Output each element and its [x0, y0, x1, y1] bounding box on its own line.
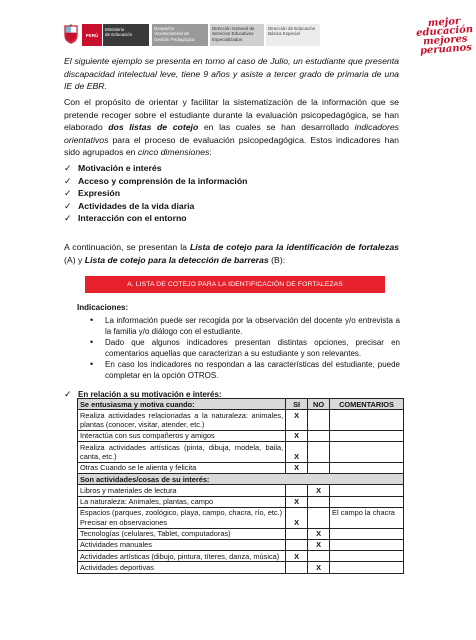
table-row: [78, 430, 404, 441]
purpose-paragraph: [64, 96, 399, 159]
list-item-label: Expresión: [78, 188, 121, 199]
no-cell[interactable]: [308, 507, 330, 528]
comment-cell[interactable]: [330, 562, 404, 573]
peru-logo: PERÚ: [82, 24, 102, 46]
list-item-label: Motivación e interés: [78, 163, 162, 173]
no-cell[interactable]: [308, 442, 330, 463]
table-subheader-row: [78, 474, 404, 485]
indications-title: Indicaciones:: [77, 303, 129, 312]
emphasis-text: Lista de cotejo para la detección de barreras: [84, 254, 269, 265]
activity-cell: Espacios (parques, zoológico, playa, campo, chacra, río, etc.) Precisar en observaciones: [78, 507, 286, 528]
si-cell[interactable]: X: [286, 462, 308, 473]
comment-cell[interactable]: [330, 528, 404, 539]
comment-cell[interactable]: [330, 539, 404, 550]
table-row: [78, 462, 404, 473]
table-row: [78, 507, 404, 528]
header-no: NO: [308, 399, 330, 410]
bullet-icon: •: [90, 315, 94, 325]
coat-of-arms-icon: [63, 24, 79, 44]
comment-cell[interactable]: [330, 430, 404, 441]
indications-list: [90, 315, 400, 381]
list-item: [64, 200, 247, 213]
general-direction-label: Dirección General de Servicios Educativos Especializados: [210, 24, 264, 46]
text-run: :: [209, 147, 212, 158]
comment-cell[interactable]: [330, 410, 404, 431]
list-item-label: Dado que algunos indicadores presentan distintas opciones, precisar en comentarios aquellas que caracterizan a su estudiante y son relevantes.: [105, 338, 400, 358]
si-cell[interactable]: X: [286, 410, 308, 431]
list-item-label: Acceso y comprensión de la información: [78, 175, 248, 186]
activity-cell: Otras Cuando se le alienta y felicita: [78, 462, 286, 473]
comment-cell[interactable]: [330, 496, 404, 507]
slogan-logo: mejor educación mejores peruanos: [415, 15, 474, 57]
comment-cell[interactable]: El campo la chacra: [330, 507, 404, 528]
si-cell[interactable]: [286, 539, 308, 550]
text-run: Con el propósito de orientar y facilitar la sistematización de la información que se pretende recoger sobre el estudiante durante la evaluación psicopedagógica, se han elaborado: [64, 97, 399, 133]
text-run: (B):: [268, 254, 286, 265]
si-cell[interactable]: [286, 485, 308, 496]
dimensions-list: [64, 162, 247, 225]
list-item: [90, 315, 400, 337]
comment-cell[interactable]: [330, 442, 404, 463]
comment-cell[interactable]: [330, 462, 404, 473]
text-run: (A) y: [64, 254, 85, 265]
header-comments: COMENTARIOS: [330, 399, 404, 410]
list-item-label: En caso los indicadores no respondan a las características del estudiante, puede completar en la opción OTROS.: [105, 360, 400, 380]
header-si: SI: [286, 399, 308, 410]
activity-cell: Realiza actividades relacionadas a la naturaleza: animales, plantas (conocer, visitar, atender, etc.): [78, 410, 286, 431]
checkmark-icon: ✓: [64, 188, 72, 199]
text-run: en las cuales se han desarrollado: [198, 122, 355, 133]
checkmark-icon: ✓: [64, 213, 72, 224]
list-item: [64, 187, 247, 200]
bullet-icon: •: [90, 359, 94, 369]
list-item-label: Actividades de la vida diaria: [78, 200, 195, 211]
case-intro-paragraph: El siguiente ejemplo se presenta en torno al caso de Julio, un estudiante que presenta discapacidad intelectual leve, tiene 9 años y asiste a tercer grado de primaria de una IE de EBR.: [64, 56, 399, 92]
si-cell[interactable]: X: [286, 442, 308, 463]
vice-ministry-label: Despacho Viceministerial de Gestión Pedagógica: [152, 24, 208, 46]
activity-cell: Libros y materiales de lectura: [78, 485, 286, 496]
no-cell[interactable]: X: [308, 485, 330, 496]
activity-cell: Actividades deportivas: [78, 562, 286, 573]
si-cell[interactable]: [286, 562, 308, 573]
si-cell[interactable]: [286, 528, 308, 539]
no-cell[interactable]: [308, 496, 330, 507]
activity-cell: Interactúa con sus compañeros y amigos: [78, 430, 286, 441]
bullet-icon: •: [90, 337, 94, 347]
table-row: [78, 442, 404, 463]
no-cell[interactable]: [308, 551, 330, 562]
table-row: [78, 562, 404, 573]
text-run: A continuación, se presentan la: [64, 242, 190, 252]
header-activity: Se entusiasma y motiva cuando:: [78, 399, 286, 410]
list-item-label: Interacción con el entorno: [78, 213, 187, 224]
activity-cell: Realiza actividades artísticas (pinta, dibuja, modela, baila, canta, etc.): [78, 442, 286, 463]
list-item: [64, 175, 247, 188]
list-item: [90, 337, 400, 359]
table-header-row: [78, 399, 404, 410]
activity-cell: Tecnologías (celulares, Tablet, computadoras): [78, 528, 286, 539]
si-cell[interactable]: X: [286, 430, 308, 441]
section-banner: A. LISTA DE COTEJO PARA LA IDENTIFICACIÓN DE FORTALEZAS: [85, 276, 385, 293]
no-cell[interactable]: X: [308, 528, 330, 539]
table-row: [78, 485, 404, 496]
text-run: para el proceso de evaluación psicopedagógica. Estos indicadores han sido agrupados en: [64, 134, 399, 158]
list-item: [64, 212, 247, 225]
ministry-label: Ministerio de Educación: [103, 24, 149, 46]
lists-intro-paragraph: [64, 241, 399, 266]
emphasis-text: cinco dimensiones: [137, 147, 210, 158]
checkmark-icon: ✓: [64, 389, 72, 399]
table-row: [78, 528, 404, 539]
list-item: [90, 359, 400, 381]
activity-cell: Actividades manuales: [78, 539, 286, 550]
interests-subheader: Son actividades/cosas de su interés:: [78, 474, 404, 485]
list-item: [64, 162, 247, 175]
si-cell[interactable]: X: [286, 507, 308, 528]
no-cell[interactable]: [308, 410, 330, 431]
si-cell[interactable]: X: [286, 496, 308, 507]
activity-cell: La naturaleza: Animales, plantas, campo: [78, 496, 286, 507]
si-cell[interactable]: X: [286, 551, 308, 562]
checklist-table: [77, 398, 404, 574]
list-item-label: La información puede ser recogida por la observación del docente y/o entrevista a la familia y/o diálogo con el estudiante.: [105, 316, 400, 336]
comment-cell[interactable]: [330, 551, 404, 562]
activity-cell: Actividades artísticas (dibujo, pintura, títeres, danza, música): [78, 551, 286, 562]
table-row: [78, 539, 404, 550]
no-cell[interactable]: [308, 462, 330, 473]
no-cell[interactable]: [308, 430, 330, 441]
table-row: [78, 551, 404, 562]
page-header: [58, 8, 474, 57]
emphasis-text: indicadores orientativos: [64, 122, 400, 145]
basic-education-direction-label: Dirección de Educación Básica Especial: [266, 24, 320, 46]
checkmark-icon: ✓: [64, 200, 72, 211]
no-cell[interactable]: X: [308, 562, 330, 573]
no-cell[interactable]: X: [308, 539, 330, 550]
emphasis-text: Lista de cotejo para la identificación de fortalezas: [189, 242, 399, 252]
checkmark-icon: ✓: [64, 163, 72, 173]
checkmark-icon: ✓: [64, 175, 72, 186]
table-row: [78, 410, 404, 431]
emphasis-text: dos listas de cotejo: [108, 122, 199, 133]
table-row: [78, 496, 404, 507]
section-title-label: En relación a su motivación e interés:: [78, 390, 222, 399]
comment-cell[interactable]: [330, 485, 404, 496]
